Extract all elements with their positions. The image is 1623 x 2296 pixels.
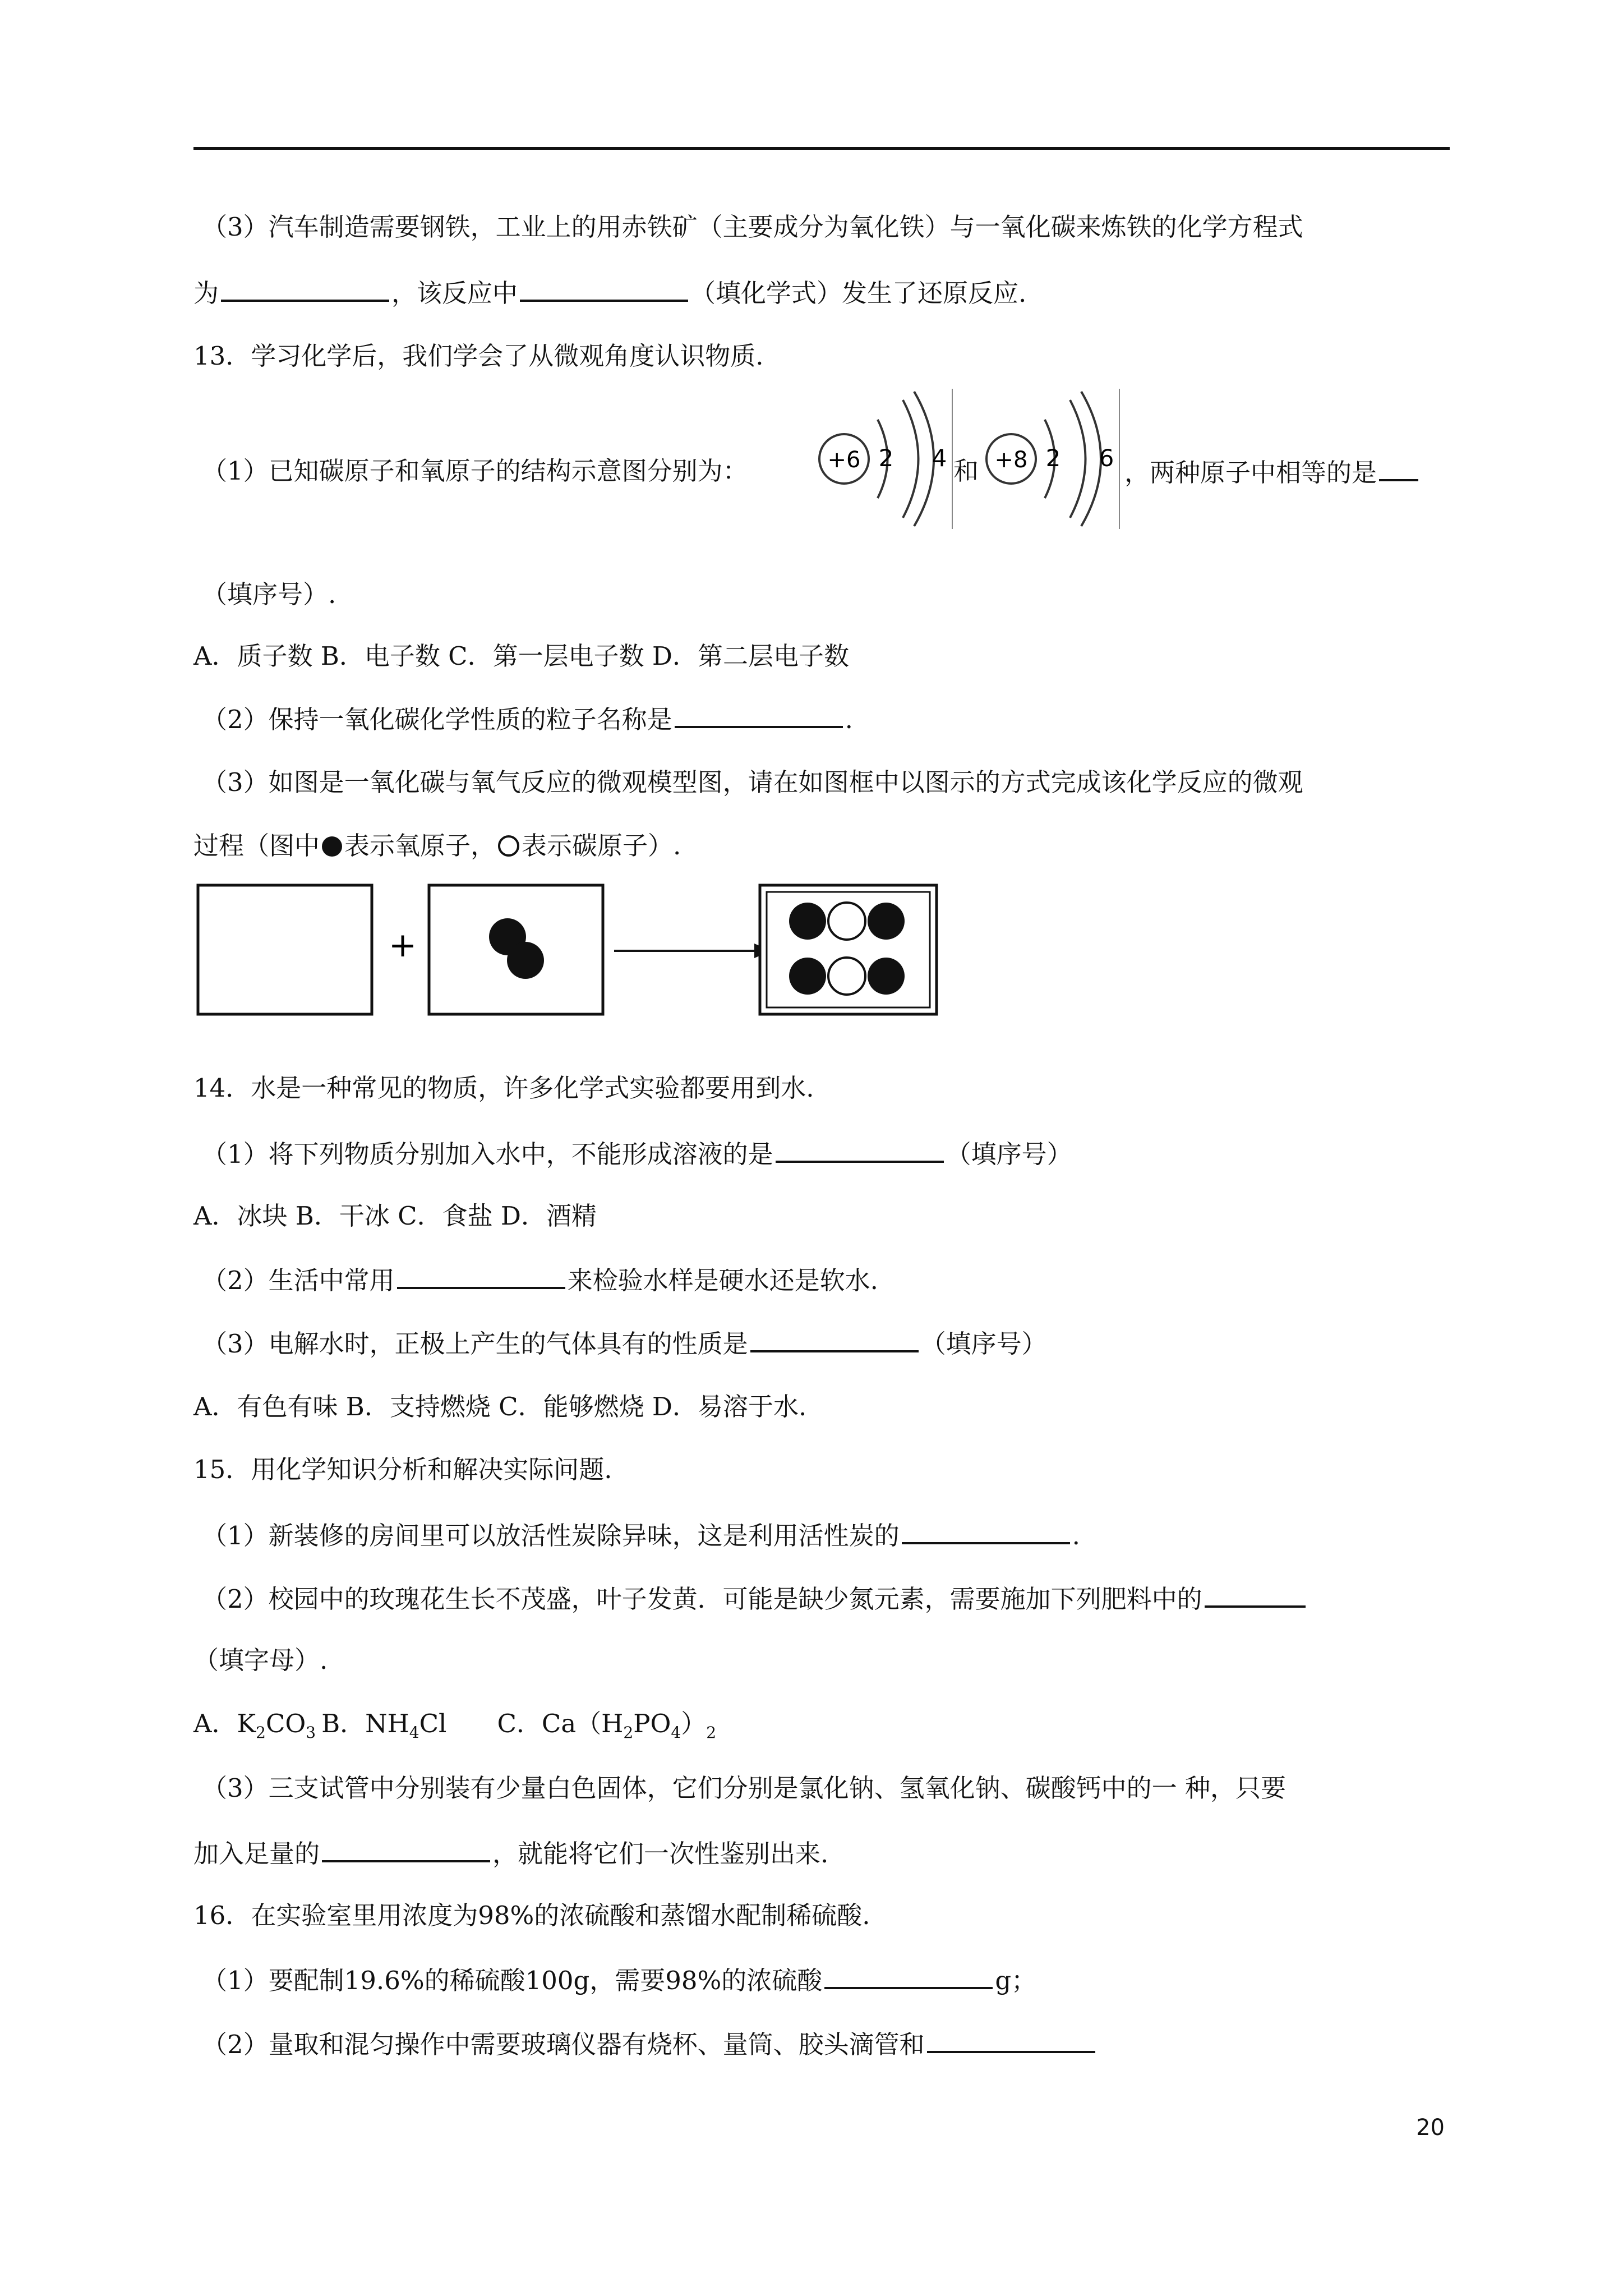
answer-blank[interactable] — [221, 275, 389, 302]
q12-part3-line1: （3）汽车制造需要钢铁，工业上的用赤铁矿（主要成分为氧化铁）与一氧化碳来炼铁的化学方程式 — [202, 212, 1303, 242]
q13-and: 和 — [953, 456, 979, 486]
q15-part3-line1: （3）三支试管中分别装有少量白色固体，它们分别是氯化钠、氢氧化钠、碳酸钙中的一 种，只要 — [202, 1773, 1286, 1803]
oxygen-atom — [868, 903, 905, 940]
q14-part1: （1）将下列物质分别加入水中，不能形成溶液的是 （填序号） — [202, 1136, 1072, 1171]
answer-blank[interactable] — [675, 701, 843, 728]
answer-blank[interactable] — [1379, 454, 1418, 481]
empty-answer-box[interactable] — [198, 885, 372, 1014]
q14-title: 14．水是一种常见的物质，许多化学式实验都要用到水. — [193, 1073, 814, 1103]
oxygen-atom — [789, 958, 826, 995]
q15-part1: （1）新装修的房间里可以放活性炭除异味，这是利用活性炭的 . — [202, 1517, 1080, 1553]
carbon-atom-symbol — [498, 835, 519, 857]
q14-part3: （3）电解水时，正极上产生的气体具有的性质是 （填序号） — [202, 1326, 1047, 1361]
oxygen-nucleus-label: +8 — [994, 447, 1028, 473]
carbon-shell-1-label: 2 — [878, 444, 894, 472]
oxygen-atom — [507, 942, 544, 979]
q13-options: A．质子数 B．电子数 C．第一层电子数 D．第二层电子数 — [193, 641, 849, 671]
q13-title: 13．学习化学后，我们学会了从微观角度认识物质. — [193, 341, 764, 371]
q15-part3-line2: 加入足量的 ，就能将它们一次性鉴别出来. — [193, 1835, 828, 1871]
q16-title: 16．在实验室里用浓度为98%的浓硫酸和蒸馏水配制稀硫酸. — [193, 1901, 870, 1930]
oxygen-atom-diagram — [980, 389, 1121, 529]
oxygen-atom — [789, 903, 826, 940]
oxygen-atom — [868, 958, 905, 995]
carbon-nucleus-label: +6 — [827, 447, 861, 473]
q14-part2: （2）生活中常用 来检验水样是硬水还是软水. — [202, 1262, 878, 1297]
q13-part1-hint: （填序号）. — [202, 579, 336, 609]
answer-blank[interactable] — [824, 1962, 993, 1989]
carbon-atom — [828, 903, 865, 940]
answer-blank[interactable] — [1205, 1581, 1306, 1608]
q13-part2: （2）保持一氧化碳化学性质的粒子名称是 . — [202, 701, 853, 737]
q15-part2-hint: （填字母）. — [193, 1645, 328, 1675]
q15-part2: （2）校园中的玫瑰花生长不茂盛，叶子发黄．可能是缺少氮元素，需要施加下列肥料中的 — [202, 1581, 1308, 1616]
answer-blank[interactable] — [397, 1262, 565, 1289]
oxygen-atom-symbol — [322, 836, 342, 857]
carbon-atom — [828, 958, 865, 995]
q12-part3-line2: 为 ，该反应中 （填化学式）发生了还原反应. — [193, 275, 1026, 310]
q14-options1: A．冰块 B．干冰 C．食盐 D．酒精 — [193, 1201, 597, 1231]
q13-part3-line1: （3）如图是一氧化碳与氧气反应的微观模型图，请在如图框中以图示的方式完成该化学反应的微观 — [202, 767, 1303, 797]
oxygen-shell-2-label: 6 — [1099, 444, 1114, 472]
answer-blank[interactable] — [322, 1835, 490, 1862]
header-rule — [193, 147, 1450, 150]
plus-sign: + — [388, 926, 417, 965]
oxygen-shell-1-label: 2 — [1045, 444, 1061, 472]
q15-options: A．$K_2CO_3$ B．$NH_4Cl$ C．$Ca(H_2PO_4)_2$ — [193, 1709, 717, 1742]
answer-blank[interactable] — [750, 1326, 919, 1352]
q16-part2: （2）量取和混匀操作中需要玻璃仪器有烧杯、量筒、胶头滴管和 — [202, 2026, 1098, 2062]
page-number: 20 — [1416, 2115, 1445, 2141]
answer-blank[interactable] — [927, 2026, 1095, 2053]
carbon-atom-diagram — [813, 389, 953, 529]
q13-part1-end: ，两种原子中相等的是 — [1124, 454, 1421, 490]
q13-part1-line: （1）已知碳原子和氧原子的结构示意图分别为： — [202, 456, 748, 486]
carbon-shell-2-label: 4 — [932, 444, 947, 472]
q13-part3-line2: 过程（图中 表示氧原子， 表示碳原子）. — [193, 831, 681, 861]
q14-options3: A．有色有味 B．支持燃烧 C．能够燃烧 D．易溶于水. — [193, 1392, 807, 1421]
answer-blank[interactable] — [902, 1517, 1070, 1544]
q16-part1: （1）要配制19.6%的稀硫酸100g，需要98%的浓硫酸 g； — [202, 1962, 1036, 1998]
q15-title: 15．用化学知识分析和解决实际问题. — [193, 1455, 612, 1484]
answer-blank[interactable] — [776, 1136, 944, 1163]
answer-blank[interactable] — [520, 275, 688, 302]
reaction-model-diagram — [193, 881, 939, 1027]
